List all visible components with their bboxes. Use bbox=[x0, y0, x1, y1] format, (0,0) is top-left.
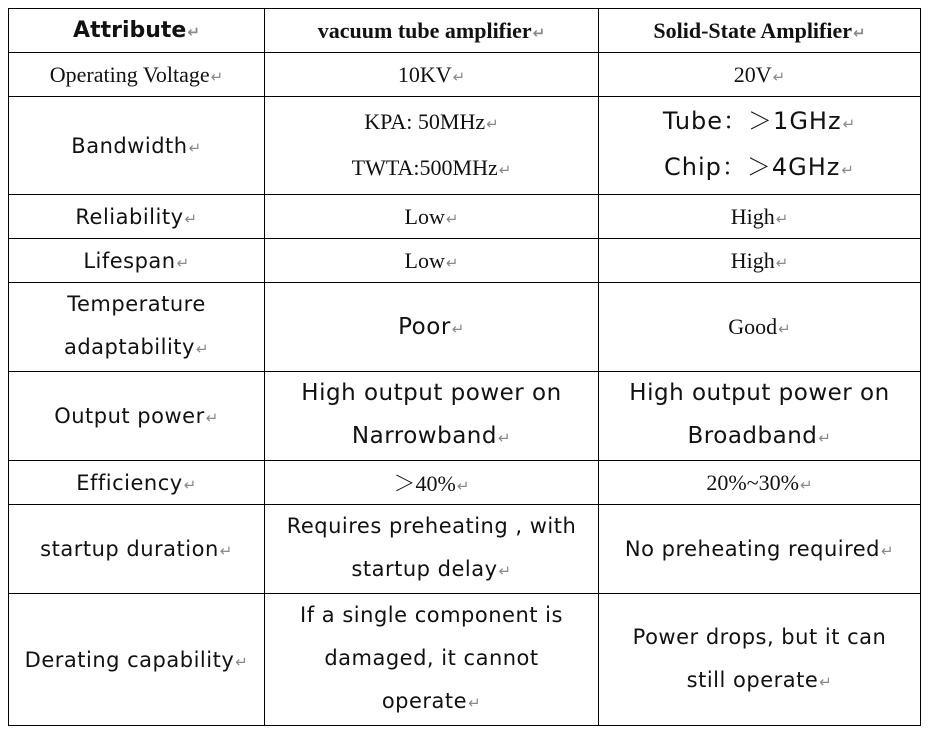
solid-cell: High↵ bbox=[599, 195, 921, 239]
return-mark: ↵ bbox=[532, 23, 546, 42]
tube-cell: Low↵ bbox=[265, 195, 599, 239]
table-row bbox=[9, 461, 921, 505]
row-label: Efficiency↵ bbox=[9, 461, 265, 505]
row-label: Bandwidth↵ bbox=[9, 97, 265, 195]
header-row bbox=[9, 9, 921, 53]
table-row bbox=[9, 97, 921, 195]
tube-cell: High output power on Narrowband↵ bbox=[265, 372, 599, 461]
tube-cell: Poor↵ bbox=[265, 283, 599, 372]
header-vacuum-tube: vacuum tube amplifier↵ bbox=[265, 9, 599, 53]
solid-cell: High↵ bbox=[599, 239, 921, 283]
table-row bbox=[9, 283, 921, 372]
solid-cell: 20%~30%↵ bbox=[599, 461, 921, 505]
table-row bbox=[9, 594, 921, 726]
tube-cell: If a single component is damaged, it cannot operate↵ bbox=[265, 594, 599, 726]
solid-cell: Tube：＞1GHz↵ Chip：＞4GHz↵ bbox=[599, 97, 921, 195]
tube-cell: Low↵ bbox=[265, 239, 599, 283]
tube-cell: KPA: 50MHz↵ TWTA:500MHz↵ bbox=[265, 97, 599, 195]
header-attribute: Attribute↵ bbox=[9, 9, 265, 53]
row-label: Reliability↵ bbox=[9, 195, 265, 239]
table-row bbox=[9, 53, 921, 97]
solid-cell: No preheating required↵ bbox=[599, 505, 921, 594]
table-row bbox=[9, 195, 921, 239]
return-mark: ↵ bbox=[187, 23, 200, 41]
tube-cell: ＞40%↵ bbox=[265, 461, 599, 505]
solid-cell: Good↵ bbox=[599, 283, 921, 372]
solid-cell: High output power on Broadband↵ bbox=[599, 372, 921, 461]
table-row bbox=[9, 239, 921, 283]
row-label: Derating capability↵ bbox=[9, 594, 265, 726]
row-label: Output power↵ bbox=[9, 372, 265, 461]
row-label: Operating Voltage↵ bbox=[9, 53, 265, 97]
row-label: startup duration↵ bbox=[9, 505, 265, 594]
tube-cell: 10KV↵ bbox=[265, 53, 599, 97]
row-label: Lifespan↵ bbox=[9, 239, 265, 283]
solid-cell: Power drops, but it can still operate↵ bbox=[599, 594, 921, 726]
tube-cell: Requires preheating , with startup delay↵ bbox=[265, 505, 599, 594]
comparison-table bbox=[8, 8, 921, 726]
table-row bbox=[9, 372, 921, 461]
table-row bbox=[9, 505, 921, 594]
solid-cell: 20V↵ bbox=[599, 53, 921, 97]
return-mark: ↵ bbox=[853, 23, 866, 42]
header-solid-state: Solid-State Amplifier↵ bbox=[599, 9, 921, 53]
row-label: Temperature adaptability↵ bbox=[9, 283, 265, 372]
